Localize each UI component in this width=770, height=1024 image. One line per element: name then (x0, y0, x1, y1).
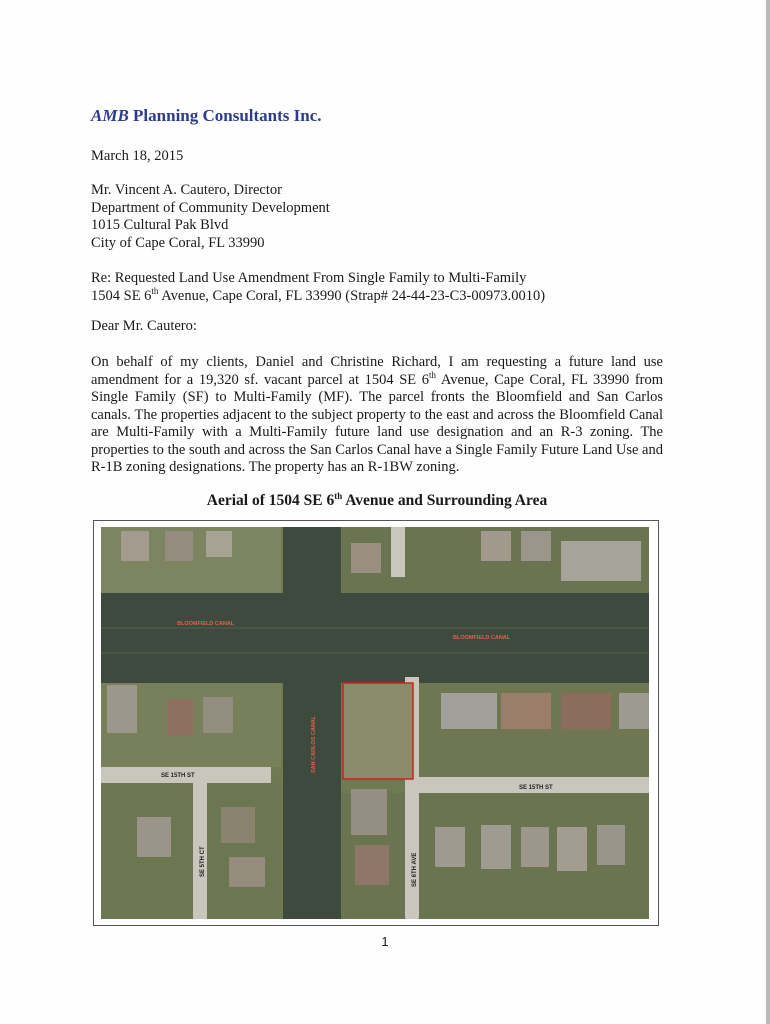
caption-text: Aerial of 1504 SE 6 (206, 492, 335, 509)
letterhead-name: Planning Consultants Inc. (128, 106, 322, 125)
house-roof (167, 699, 193, 735)
caption-sup: th (334, 490, 343, 501)
road-se-5th-ct (193, 767, 207, 919)
street-label-5th-ct: SE 5TH CT (200, 846, 206, 877)
road-north (391, 527, 405, 577)
re-line-text: Avenue, Cape Coral, FL 33990 (Strap# 24-44-23-C3-00973.0010) (158, 287, 546, 304)
subject-parcel (343, 683, 413, 779)
street-label-6th-ave: SE 6TH AVE (412, 852, 418, 887)
recipient-line: Department of Community Development (91, 199, 330, 216)
house-roof (521, 827, 549, 867)
aerial-svg (101, 527, 649, 919)
figure-caption (91, 492, 663, 510)
re-line-sup: th (151, 285, 159, 296)
canal-label-west: BLOOMFIELD CANAL (177, 621, 235, 627)
house-roof (137, 817, 171, 857)
house-roof (229, 857, 265, 887)
house-roof (481, 531, 511, 561)
multi-family-roof (561, 693, 611, 729)
house-roof (435, 827, 465, 867)
recipient-line: Mr. Vincent A. Cautero, Director (91, 182, 282, 198)
letterhead (91, 106, 322, 126)
body-paragraph (91, 354, 663, 477)
salutation: Dear Mr. Cautero: (91, 318, 197, 334)
multi-family-roof (561, 541, 641, 581)
page-number: 1 (381, 934, 389, 949)
re-line-text: 1504 SE 6 (91, 287, 152, 304)
street-label-west: SE 15TH ST (161, 773, 195, 779)
multi-family-roof (501, 693, 551, 729)
aerial-map (101, 527, 649, 919)
subject-line (91, 270, 545, 305)
bloomfield-canal (101, 593, 649, 683)
recipient-line: 1015 Cultural Pak Blvd (91, 217, 229, 233)
house-roof (165, 531, 193, 561)
lots-far-south-west (101, 783, 281, 919)
recipient-line: City of Cape Coral, FL 33990 (91, 234, 265, 251)
house-roof (351, 543, 381, 573)
street-label-east: SE 15TH ST (519, 785, 553, 791)
house-roof (597, 825, 625, 865)
house-roof (121, 531, 149, 561)
house-roof (206, 531, 232, 557)
paragraph-text: Avenue, Cape Coral, FL 33990 from Single Family (SF) to Multi-Family (MF). The parcel fronts the Bloomfield and San Carlos canals. The properties adjacent to the subject property to the east and across the Bloomfield Canal are Multi-Family with a Multi-Family future land use designation and an R-3 zoning. The properties to the south and across the San Carlos Canal have a Single Family Future Land Use and R-1B zoning designations. The property has an R-1BW zoning. (91, 371, 664, 475)
letterhead-italic: AMB (91, 106, 129, 125)
house-roof (203, 697, 233, 733)
re-line (91, 285, 546, 306)
house-roof (521, 531, 551, 561)
water-texture (101, 652, 649, 654)
canal-label-east: BLOOMFIELD CANAL (453, 635, 511, 641)
house-roof (355, 845, 389, 885)
house-roof (221, 807, 255, 843)
paragraph-text: On behalf of my clients, Daniel and Christine Richard, I am requesting a future land use amendment for a 19,320 sf. vacant parcel at 1504 SE 6 (91, 354, 663, 388)
page-edge (766, 0, 770, 1024)
recipient-address (91, 182, 330, 252)
house-roof (107, 685, 137, 733)
canal-label-vertical: SAN CARLOS CANAL (311, 715, 317, 773)
caption-text: Avenue and Surrounding Area (342, 492, 548, 509)
water-texture (101, 627, 649, 629)
house-roof (481, 825, 511, 869)
house-roof (557, 827, 587, 871)
multi-family-roof (441, 693, 497, 729)
re-line: Re: Requested Land Use Amendment From Single Family to Multi-Family (91, 270, 527, 286)
paragraph-sup: th (429, 369, 437, 380)
house-roof (351, 789, 387, 835)
multi-family-roof (619, 693, 649, 729)
letter-date: March 18, 2015 (91, 148, 184, 164)
